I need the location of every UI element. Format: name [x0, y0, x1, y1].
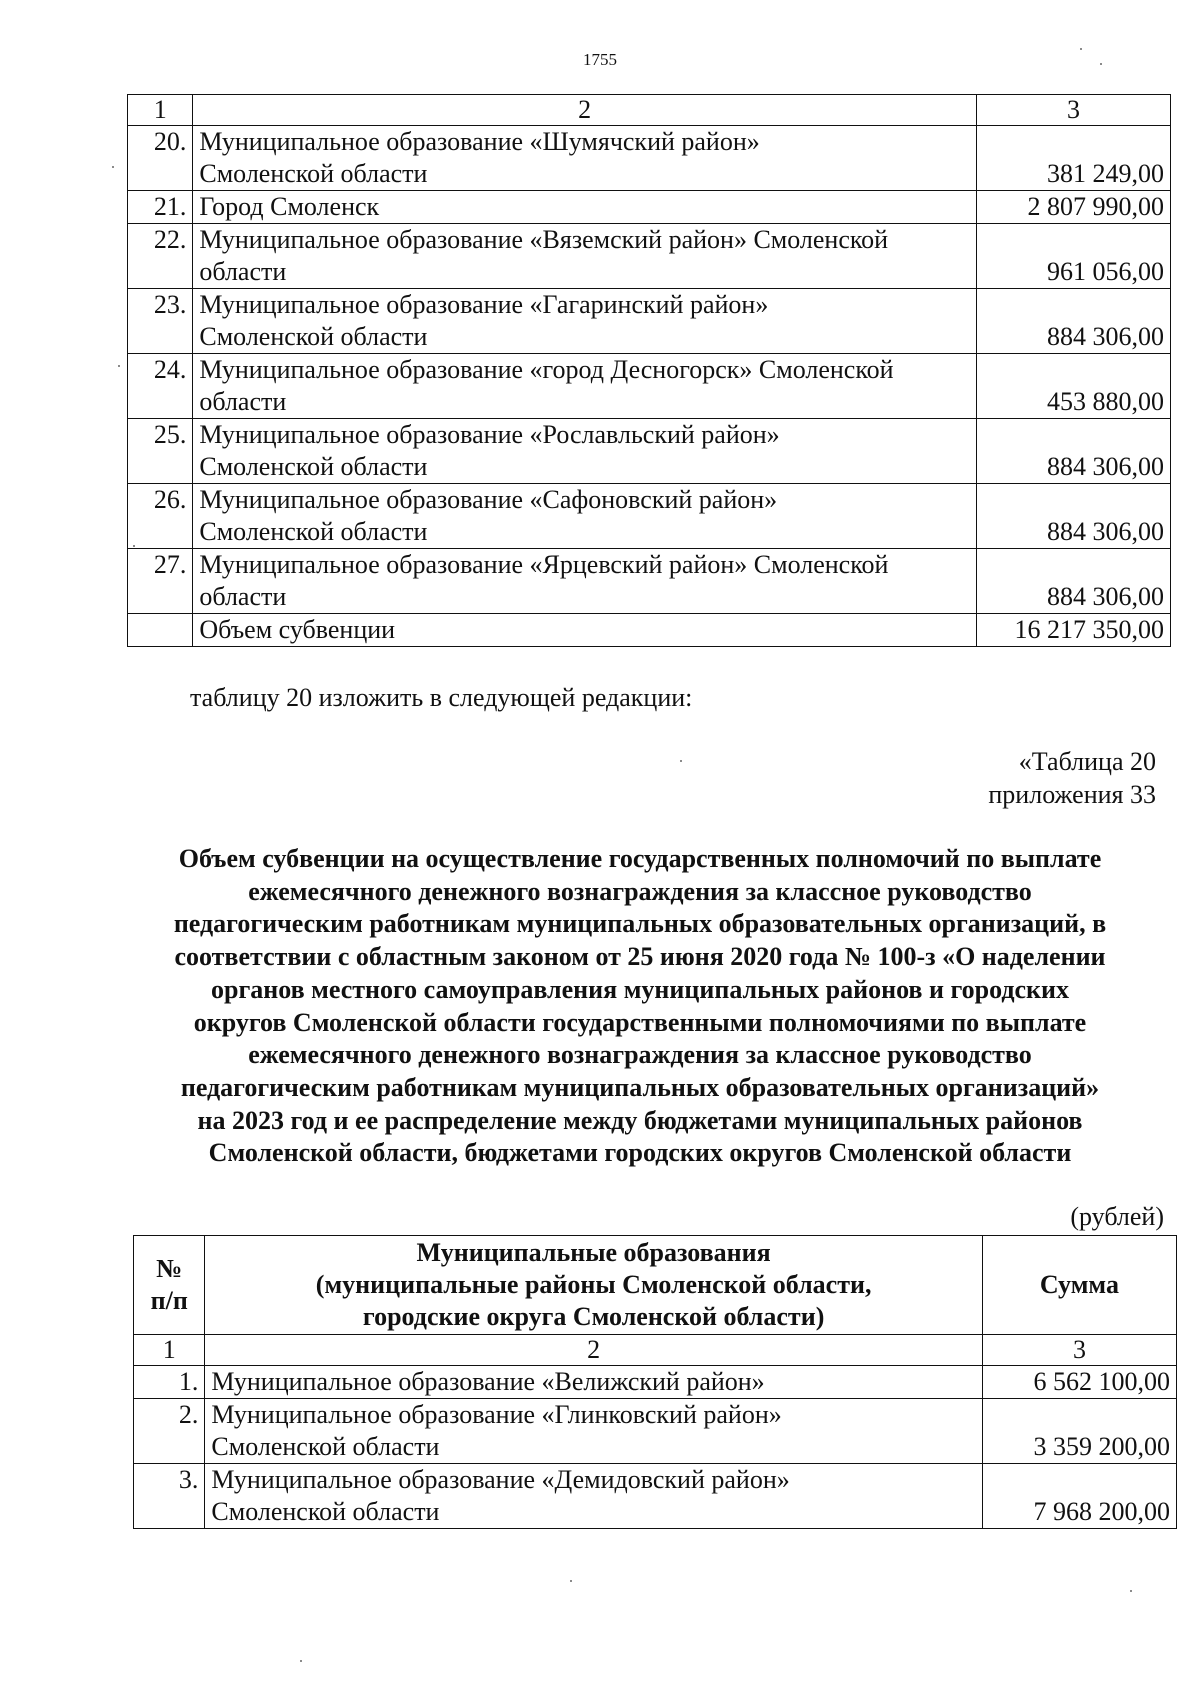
row-number: 24. [128, 354, 193, 419]
subvention-sum: 7 968 200,00 [982, 1464, 1176, 1529]
col-number-2: 2 [205, 1335, 982, 1366]
currency-unit: (рублей) [1070, 1202, 1164, 1231]
scan-speck [570, 1580, 572, 1582]
subvention-sum: 884 306,00 [976, 289, 1170, 354]
title-line: Смоленской области, бюджетами городских округов Смоленской области [208, 1138, 1072, 1168]
page-number: 1755 [583, 50, 617, 69]
scan-speck [1080, 48, 1082, 50]
row-number: 3. [134, 1464, 205, 1529]
scan-speck [1130, 1590, 1132, 1592]
table-row [134, 1366, 1177, 1399]
total-row-number [128, 614, 193, 647]
row-number: 23. [128, 289, 193, 354]
municipality-name: Муниципальное образование «город Десногорск» Смоленской области [193, 354, 977, 419]
subvention-sum: 2 807 990,00 [976, 191, 1170, 224]
scan-speck [1100, 63, 1102, 65]
table-row [128, 126, 1171, 191]
table-row [134, 1464, 1177, 1529]
row-number: 22. [128, 224, 193, 289]
total-row [128, 614, 1171, 647]
col-number-1: 1 [134, 1335, 205, 1366]
caption-appendix-number: приложения 33 [988, 780, 1156, 809]
subvention-sum: 6 562 100,00 [982, 1366, 1176, 1399]
row-number: 1. [134, 1366, 205, 1399]
amendment-paragraph: таблицу 20 изложить в следующей редакции: [190, 683, 693, 712]
municipality-name: Муниципальное образование «Шумячский район» Смоленской области [193, 126, 977, 191]
title-line: педагогическим работникам муниципальных образовательных организаций, в [173, 909, 1107, 939]
total-label: Объем субвенции [193, 614, 977, 647]
row-number: 25. [128, 419, 193, 484]
table-column-numbering [128, 95, 1171, 126]
table-column-numbering [134, 1335, 1177, 1366]
municipality-name: Муниципальное образование «Велижский район» [205, 1366, 982, 1399]
row-number: 26. [128, 484, 193, 549]
scan-speck [300, 1660, 302, 1662]
subvention-sum: 884 306,00 [976, 484, 1170, 549]
municipality-name: Муниципальное образование «Сафоновский район» Смоленской области [193, 484, 977, 549]
table-header [134, 1236, 1177, 1335]
title-line: на 2023 год и ее распределение между бюджетами муниципальных районов [197, 1105, 1083, 1135]
col-number-3: 3 [976, 95, 1170, 126]
table-row [128, 419, 1171, 484]
col-number-2: 2 [193, 95, 977, 126]
table-row [134, 1399, 1177, 1464]
document-title [120, 843, 1160, 1170]
municipality-name: Муниципальное образование «Ярцевский район» Смоленской области [193, 549, 977, 614]
subvention-sum: 381 249,00 [976, 126, 1170, 191]
municipality-name: Муниципальное образование «Демидовский район» Смоленской области [205, 1464, 982, 1529]
subvention-sum: 453 880,00 [976, 354, 1170, 419]
municipality-name: Муниципальное образование «Вяземский район» Смоленской области [193, 224, 977, 289]
header-municipalities: Муниципальные образования (муниципальные районы Смоленской области, городские округа Смоленской области) [205, 1236, 982, 1335]
table-row [128, 191, 1171, 224]
title-line: педагогическим работникам муниципальных образовательных организаций» [180, 1072, 1100, 1102]
header-number: № п/п [134, 1236, 205, 1335]
subvention-table-continued [127, 94, 1171, 647]
municipality-name: Муниципальное образование «Гагаринский район» Смоленской области [193, 289, 977, 354]
title-line: ежемесячного денежного вознаграждения за классное руководство [248, 1040, 1032, 1070]
row-number: 2. [134, 1399, 205, 1464]
municipality-name: Муниципальное образование «Глинковский район» Смоленской области [205, 1399, 982, 1464]
caption-table-number: «Таблица 20 [1018, 747, 1156, 776]
total-sum: 16 217 350,00 [976, 614, 1170, 647]
scan-speck [118, 365, 120, 367]
subvention-sum: 884 306,00 [976, 419, 1170, 484]
table-row [128, 549, 1171, 614]
title-line: округов Смоленской области государственными полномочиями по выплате [193, 1007, 1087, 1037]
subvention-sum: 961 056,00 [976, 224, 1170, 289]
row-number: 20. [128, 126, 193, 191]
title-line: ежемесячного денежного вознаграждения за классное руководство [248, 876, 1032, 906]
municipality-name: Город Смоленск [193, 191, 977, 224]
scan-speck [133, 545, 135, 547]
title-line: Объем субвенции на осуществление государственных полномочий по выплате [178, 844, 1102, 873]
scan-speck [680, 760, 682, 762]
title-line: соответствии с областным законом от 25 июня 2020 года № 100-з «О наделении [174, 942, 1106, 972]
table-row [128, 484, 1171, 549]
table-caption [988, 745, 1156, 811]
row-number: 21. [128, 191, 193, 224]
subvention-sum: 3 359 200,00 [982, 1399, 1176, 1464]
title-line: органов местного самоуправления муниципальных районов и городских [211, 974, 1069, 1004]
row-number: 27. [128, 549, 193, 614]
header-sum: Сумма [982, 1236, 1176, 1335]
table-row [128, 354, 1171, 419]
table-row [128, 289, 1171, 354]
table-row [128, 224, 1171, 289]
scan-speck [112, 166, 114, 168]
col-number-1: 1 [128, 95, 193, 126]
subvention-table-20 [133, 1235, 1177, 1529]
col-number-3: 3 [982, 1335, 1176, 1366]
municipality-name: Муниципальное образование «Рославльский район» Смоленской области [193, 419, 977, 484]
subvention-sum: 884 306,00 [976, 549, 1170, 614]
